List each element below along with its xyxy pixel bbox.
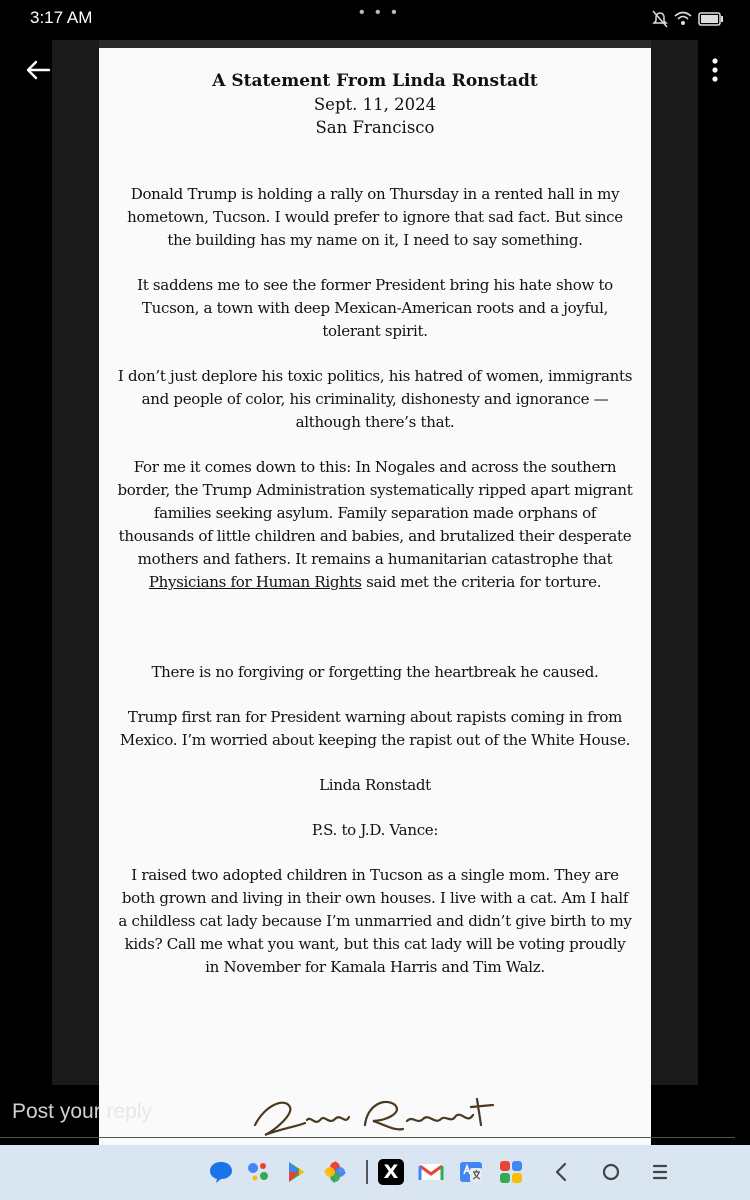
paragraph-5: There is no forgiving or forgetting the heartbreak he caused.: [151, 663, 599, 681]
wifi-icon: [674, 11, 692, 27]
paragraph-4-text-a: For me it comes down to this: In Nogales and across the southern border, the Trump Administration systematically ripped apart migrant families seeking asylum. Family separation made orphans of thousands of little children and babies, and brutalized their desperate mothers and fathers. It remains a humanitarian catastrophe that: [117, 458, 633, 568]
nav-recents-icon[interactable]: [646, 1158, 674, 1186]
paragraph-2: It saddens me to see the former President bring his hate show to Tucson, a town with deep Mexican-American roots and a joyful, tolerant spirit.: [137, 276, 613, 340]
mute-icon: [652, 10, 668, 28]
statement-location: San Francisco: [315, 118, 435, 137]
messages-icon[interactable]: [208, 1159, 234, 1185]
statement-header: [99, 70, 651, 139]
ps-body: I raised two adopted children in Tucson as a single mom. They are both grown and living in their own houses. I live with a cat. Am I half a childless cat lady because I’m unmarried and didn’t give birth to my kids? Call me what you want, but this cat lady will be voting proudly in November for Kamala Harris and Tim Walz.: [118, 866, 632, 976]
photos-icon[interactable]: [322, 1159, 348, 1185]
statement-date: Sept. 11, 2024: [313, 95, 437, 114]
gmail-icon[interactable]: [418, 1159, 444, 1185]
more-dots: • • •: [359, 4, 400, 21]
image-top-border: [99, 40, 651, 48]
battery-icon: [698, 12, 724, 26]
paragraph-3: I don’t just deplore his toxic politics, his hatred of women, immigrants and people of color, his criminality, dishonesty and ignorance — although there’s that.: [117, 367, 633, 431]
translate-icon[interactable]: [458, 1159, 484, 1185]
ps-heading: P.S. to J.D. Vance:: [311, 821, 439, 839]
status-bar: [0, 0, 750, 40]
statement-image: [99, 40, 651, 1160]
back-arrow-icon[interactable]: [22, 54, 54, 86]
paragraph-4-text-b: said met the criteria for torture.: [361, 573, 602, 591]
paragraph-1: Donald Trump is holding a rally on Thursday in a rented hall in my hometown, Tucson. I would prefer to ignore that sad fact. But since the building has my name on it, I need to say something.: [127, 185, 623, 249]
signoff-name: Linda Ronstadt: [319, 776, 431, 794]
nav-home-icon[interactable]: [597, 1158, 625, 1186]
nav-back-icon[interactable]: [548, 1158, 576, 1186]
statement-body: [99, 183, 651, 979]
paragraph-4: [117, 456, 633, 594]
apps-icon[interactable]: [498, 1159, 524, 1185]
taskbar-separator: [366, 1160, 368, 1184]
post-reply-input[interactable]: Post your reply: [12, 1100, 153, 1123]
x-icon[interactable]: X: [378, 1159, 404, 1185]
physicians-for-human-rights-link[interactable]: Physicians for Human Rights: [148, 573, 362, 591]
reply-divider: [0, 1137, 735, 1138]
paragraph-6: Trump first ran for President warning about rapists coming in from Mexico. I’m worried about keeping the rapist out of the White House.: [119, 708, 631, 749]
taskbar: [0, 1145, 750, 1200]
statement-title: A Statement From Linda Ronstadt: [212, 71, 538, 91]
status-icons: [652, 10, 724, 28]
play-store-icon[interactable]: [284, 1159, 310, 1185]
status-time: 3:17 AM: [30, 8, 93, 27]
more-options-icon[interactable]: [704, 54, 726, 86]
assistant-icon[interactable]: [246, 1159, 272, 1185]
